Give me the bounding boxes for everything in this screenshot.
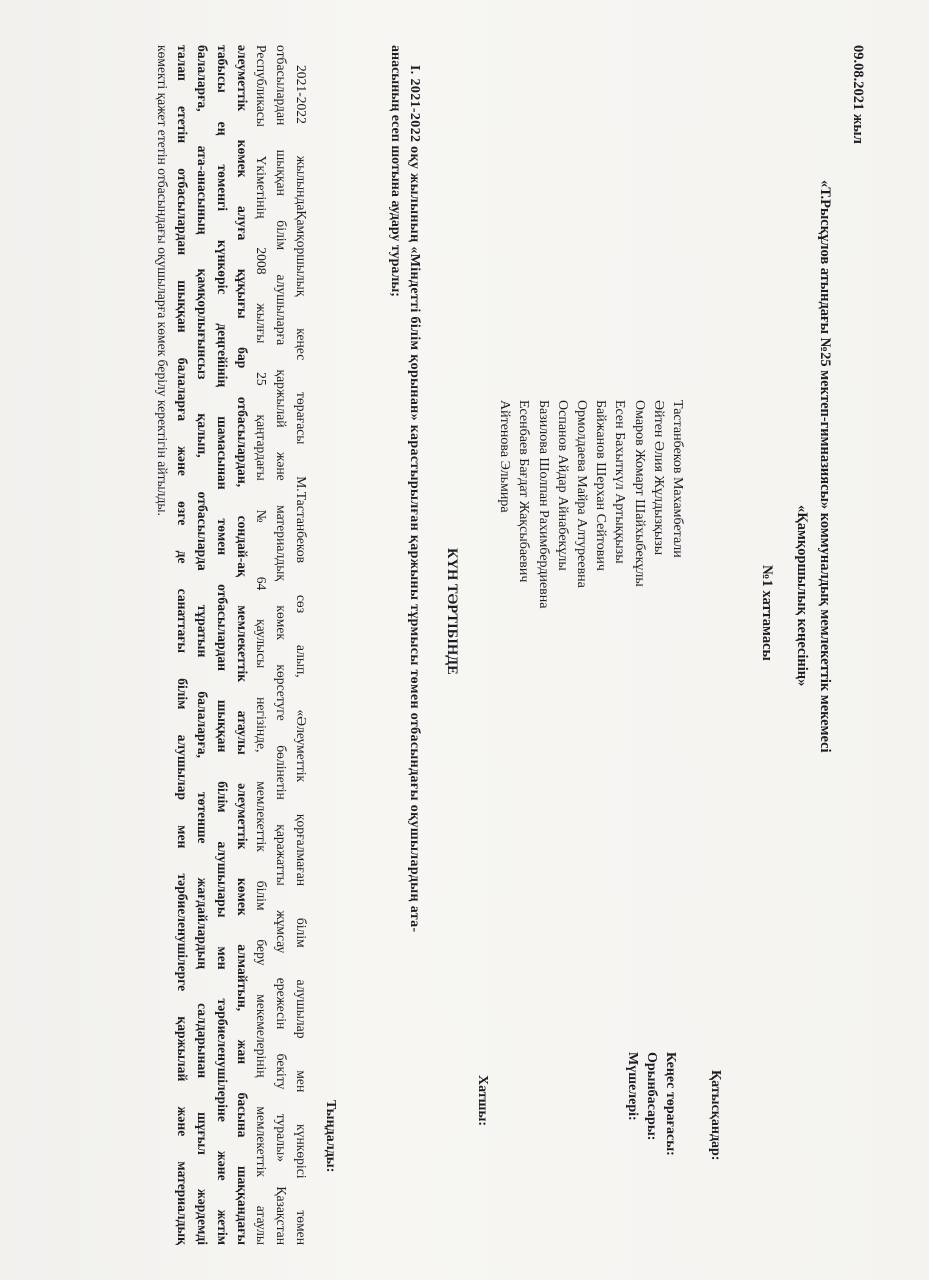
agenda-item-line: І. 2021-2022 оқу жылының «Міндетті білім қорынан» карастырылған қаржыны тұрмысы төмен отбасындағы оқушылардың ата- xyxy=(407,65,422,933)
paragraph-line: балаларға, ата-анасының қамқорлығынсыз қалып, отбасыларда тұратын балаларға, төтенше жағдайлардың салдарынан шұғыл жәрдемді xyxy=(195,45,211,1245)
participant-name: Тастанбеков Махамбетали xyxy=(670,400,685,558)
protocol-number: №1 хаттамасы xyxy=(759,565,775,661)
deputy-label: Орынбасары: xyxy=(644,1052,659,1141)
participant-name: Омаров Жомарт Шайхыбекұлы xyxy=(631,400,647,587)
participant-name: Оспанов Айдар Айнабекұлы xyxy=(554,400,570,571)
listened-label: Тыңдалды: xyxy=(323,1100,338,1173)
participant-name: Әйтен Әлия Жұлдызқызы xyxy=(650,400,666,556)
paragraph-line: көмекті қажет ететін отбасындағы оқушыларға көмек берілу керектігін айтылды. xyxy=(155,45,171,516)
participant-name: Есен Бахыткүл Артыққызы xyxy=(612,400,628,564)
paragraph-line: отбасылардан шыққан білім алушыларға қаржылай және материалдық көмек көрсетуге бөлінетін қаражатты жұмсау ережесін бекіту туралы» Қазақстан xyxy=(274,45,290,1245)
participant-name: Есенбаев Бағдат Жақсыбаевич xyxy=(516,400,532,583)
institution-title: «Т.Рысқұлов атындағы №25 мектеп-гимназиясы» коммуналдық мемлекеттік мекемесі xyxy=(817,180,833,753)
listened-paragraph xyxy=(153,45,311,1245)
protocol-date: 09.08.2021 жыл xyxy=(850,45,866,144)
participant-name: Айтенова Эльмира xyxy=(497,400,513,513)
participant-list xyxy=(494,400,686,609)
participants-label: Қатысқандар: xyxy=(708,1070,723,1161)
participant-name: Ормолдаева Майра Алтуреевна xyxy=(574,400,590,588)
paragraph-line: әлеуметтік көмек алуға құқығы бар отбасылардан, сондай-ақ мемлекеттік атаулы әлеуметтік көмек алмайтын, жан басына шаққандағы xyxy=(234,45,250,1245)
paragraph-line: табысы ең төменгі күнкөріс деңгейінің шамасынан төмен отбасылардан шыққан білім алушылары мен тәрбиеленушілеріне және жетім xyxy=(214,45,230,1245)
paragraph-line: талап ететін отбасылардан шыққан балаларға және өзге де санаттағы білім алушылар мен тәрбиеленушілерге қаржылай және материалдық xyxy=(175,45,191,1245)
secretary-label: Хатшы: xyxy=(475,1075,490,1127)
agenda-item-line: анасының есеп шотына аудару туралы; xyxy=(388,45,403,297)
paragraph-line: Республикасы Үкіметінің 2008 жылғы 25 қаңтардағы № 64 қаулысы негізінде, мемлекеттік білім беру мекемелерінің мемлекеттік атаулы xyxy=(254,45,270,1245)
agenda-item xyxy=(386,45,424,1245)
chair-label: Кеңес төрағасы: xyxy=(663,1052,678,1156)
participant-name: Байжанов Шерхан Сейтович xyxy=(593,400,609,571)
members-label: Мүшелері: xyxy=(625,1052,640,1121)
participant-name: Базилова Шолпан Рахимбердиевна xyxy=(535,400,551,609)
paragraph-line: 2021-2022 жылындаҚамқоршылық кеңес төрағасы М.Тастанбеков сөз алып, «Әлеуметтік қорғалмаған білім алушылар мен күнкөрісі төмен xyxy=(294,65,309,1245)
council-name: «Қамқоршылық кеңесінің» xyxy=(794,505,810,687)
agenda-heading: КҮН ТӘРТІБІНДЕ xyxy=(444,548,460,675)
